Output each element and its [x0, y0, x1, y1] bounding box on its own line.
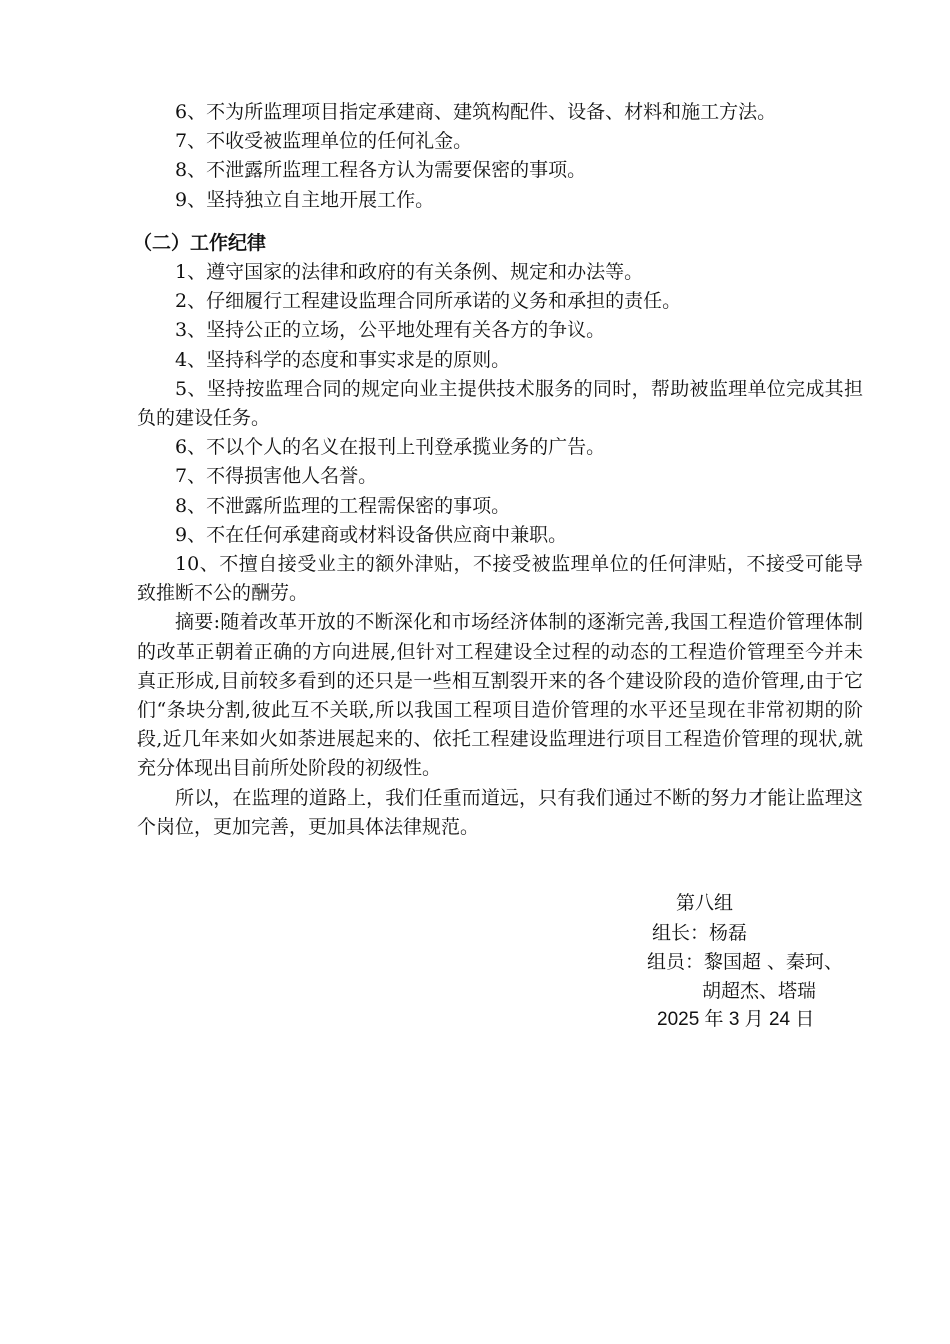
abstract-paragraph: 摘要:随着改革开放的不断深化和市场经济体制的逐渐完善,我国工程造价管理体制的改革正朝着正确的方向进展,但针对工程建设全过程的动态的工程造价管理至今并未真正形成,目前较多看到的还只是一些相互割裂开来的各个建设阶段的造价管理,由于它们“条块分割,彼此互不关联,所以我国工程项目造价管理的水平还呈现在非常初期的阶段,近几年来如火如荼进展起来的、依托工程建设监理进行项目工程造价管理的现状,就充分体现出目前所处阶段的初级性。: [137, 611, 863, 780]
discipline-item-4: 4、坚持科学的态度和事实求是的原则。: [175, 348, 511, 371]
rule-item-8: 8、不泄露所监理工程各方认为需要保密的事项。: [175, 159, 587, 182]
discipline-item-1: 1、遵守国家的法律和政府的有关条例、规定和办法等。: [175, 261, 644, 284]
discipline-item-2: 2、仔细履行工程建设监理合同所承诺的义务和承担的责任。: [175, 290, 682, 313]
discipline-item-9: 9、不在任何承建商或材料设备供应商中兼职。: [175, 523, 568, 546]
rule-item-9: 9、坚持独立自主地开展工作。: [175, 188, 435, 211]
discipline-item-7: 7、不得损害他人名誉。: [175, 465, 378, 488]
rule-item-7: 7、不收受被监理单位的任何礼金。: [175, 130, 473, 153]
discipline-item-10: 10、不擅自接受业主的额外津贴，不接受被监理单位的任何津贴，不接受可能导致推断不公的酬劳。: [137, 553, 863, 605]
group-members-line-2: 胡超杰、塔瑞: [702, 980, 817, 1002]
discipline-item-6: 6、不以个人的名义在报刊上刊登承揽业务的广告。: [175, 436, 606, 459]
signature-date: 2025 年 3 月 24 日: [657, 1009, 815, 1030]
document-body: [133, 98, 863, 842]
group-leader: 组长：杨磊: [652, 922, 748, 944]
section-heading: （二）工作纪律: [133, 231, 267, 254]
conclusion-paragraph: 所以，在监理的道路上，我们任重而道远，只有我们通过不断的努力才能让监理这个岗位，更加完善，更加具体法律规范。: [137, 786, 863, 838]
rule-item-6: 6、不为所监理项目指定承建商、建筑构配件、设备、材料和施工方法。: [175, 101, 777, 123]
group-name: 第八组: [676, 892, 734, 914]
group-members-line-1: 组员：黎国超 、秦珂、: [647, 951, 844, 973]
discipline-item-5: 5、坚持按监理合同的规定向业主提供技术服务的同时，帮助被监理单位完成其担负的建设任务。: [137, 377, 863, 430]
discipline-item-3: 3、坚持公正的立场，公平地处理有关各方的争议。: [175, 319, 606, 342]
discipline-item-8: 8、不泄露所监理的工程需保密的事项。: [175, 494, 511, 517]
